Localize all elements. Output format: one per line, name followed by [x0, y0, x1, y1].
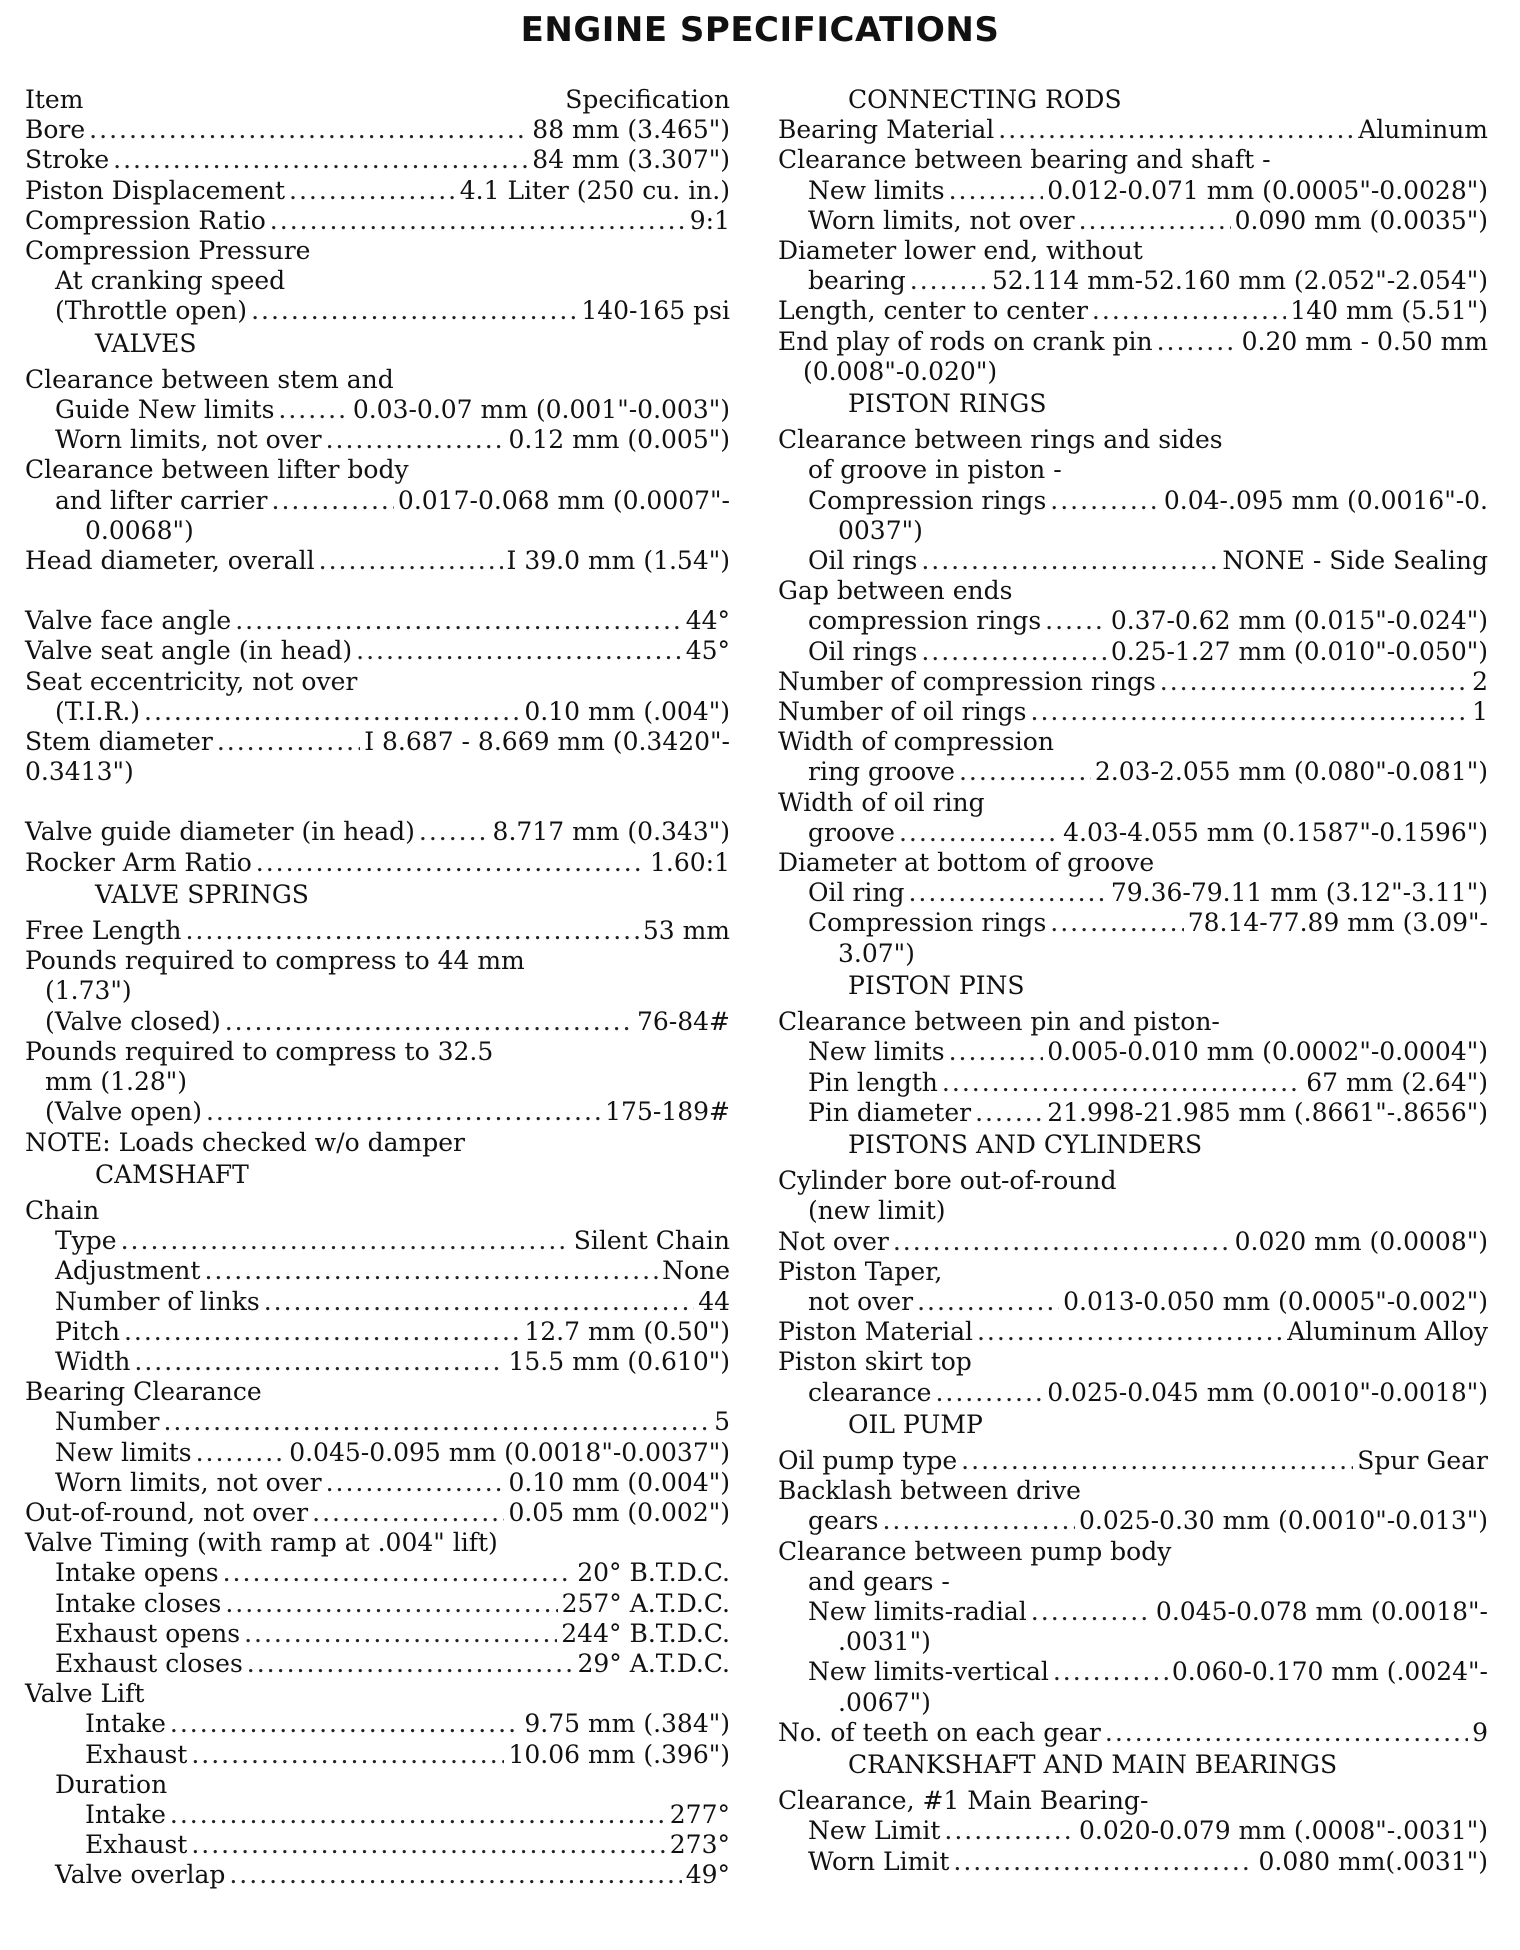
spec-row — [778, 1287, 1488, 1317]
spec-label: Exhaust opens — [55, 1618, 241, 1648]
section-heading-valve-springs: VALVE SPRINGS — [95, 879, 309, 909]
spec-row — [778, 1068, 1488, 1098]
spec-text: Bearing Clearance — [25, 1377, 262, 1407]
spec-label: Intake closes — [55, 1588, 222, 1618]
spec-value: 10.06 mm (.396") — [508, 1739, 730, 1769]
spec-value: 140 mm (5.51") — [1290, 296, 1488, 326]
spec-label: Worn limits, not over — [55, 425, 322, 455]
spec-label: Oil rings — [808, 636, 918, 666]
spec-value: 78.14-77.89 mm (3.09"- — [1187, 908, 1488, 938]
spec-row — [778, 176, 1488, 206]
spec-row — [778, 1506, 1488, 1536]
spec-label: Pin length — [808, 1067, 938, 1097]
spec-row — [25, 425, 730, 455]
spec-row — [778, 1816, 1488, 1846]
spec-text: Backlash between drive — [778, 1476, 1081, 1506]
spec-label: Bearing Material — [778, 115, 995, 145]
spec-value: I 8.687 - 8.669 mm (0.3420"- — [364, 727, 730, 757]
spec-label: Length, center to center — [778, 296, 1088, 326]
spec-text: Chain — [25, 1195, 100, 1225]
spec-label: Intake opens — [55, 1558, 219, 1588]
spec-label: groove — [808, 817, 895, 847]
spec-label: No. of teeth on each gear — [778, 1717, 1101, 1747]
spec-row — [778, 1847, 1488, 1877]
spec-value: Spur Gear — [1357, 1445, 1488, 1475]
spec-label: Stem diameter — [25, 727, 213, 757]
spec-label: Compression rings — [808, 485, 1047, 515]
spec-row — [25, 1468, 730, 1498]
spec-value: 9:1 — [689, 205, 730, 235]
spec-value: 277° — [669, 1799, 730, 1829]
spec-row — [778, 1037, 1488, 1067]
spec-row — [25, 1407, 730, 1437]
spec-row-stroke — [25, 145, 730, 175]
spec-label: Rocker Arm Ratio — [25, 847, 252, 877]
spec-row — [25, 1317, 730, 1347]
spec-row — [778, 296, 1488, 326]
spec-row — [778, 1657, 1488, 1687]
spec-text: Piston skirt top — [778, 1347, 972, 1377]
section-heading-piston-rings: PISTON RINGS — [848, 389, 1047, 419]
spec-label: Worn limits, not over — [55, 1467, 322, 1497]
spec-row — [778, 1446, 1488, 1476]
spec-label: and lifter carrier — [55, 485, 268, 515]
spec-label: Oil rings — [808, 546, 918, 576]
spec-value: 0.013-0.050 mm (0.0005"-0.002") — [1063, 1286, 1488, 1316]
spec-label: Oil ring — [808, 878, 905, 908]
spec-row — [778, 818, 1488, 848]
spec-text: Valve Timing (with ramp at .004" lift) — [25, 1528, 498, 1558]
spec-value: 0.020 mm (0.0008") — [1234, 1226, 1488, 1256]
spec-text: Clearance between pin and piston- — [778, 1007, 1220, 1037]
item-header: Item — [25, 85, 84, 114]
spec-text: Valve Lift — [25, 1679, 145, 1709]
spec-row — [778, 546, 1488, 576]
spec-label: New limits — [55, 1437, 192, 1467]
spec-value: 0.025-0.30 mm (0.0010"-0.013") — [1079, 1506, 1488, 1536]
spec-value: 84 mm (3.307") — [532, 145, 730, 175]
spec-value: 49° — [685, 1860, 730, 1890]
spec-row — [778, 667, 1488, 697]
spec-row — [778, 1597, 1488, 1627]
spec-label: Number of oil rings — [778, 697, 1027, 727]
spec-value: 67 mm (2.64") — [1306, 1067, 1488, 1097]
spec-text: (1.73") — [45, 976, 132, 1006]
spec-label: not over — [808, 1286, 914, 1316]
spec-label: Number — [55, 1407, 160, 1437]
spec-value: 15.5 mm (0.610") — [508, 1346, 730, 1376]
spec-label: Exhaust closes — [55, 1648, 243, 1678]
page-title: ENGINE SPECIFICATIONS — [520, 10, 1000, 50]
spec-value: 0.20 mm - 0.50 mm — [1241, 326, 1488, 356]
spec-row — [778, 757, 1488, 787]
spec-row — [25, 1287, 730, 1317]
spec-value: 9 — [1472, 1717, 1488, 1747]
spec-text: Diameter at bottom of groove — [778, 848, 1155, 878]
left-column — [25, 85, 730, 1891]
spec-label: (T.I.R.) — [55, 696, 141, 726]
spec-value: 52.114 mm-52.160 mm (2.052"-2.054") — [991, 266, 1488, 296]
spec-text: 3.07") — [838, 938, 915, 968]
spec-label: bearing — [808, 266, 906, 296]
spec-row — [25, 1558, 730, 1588]
spec-row — [25, 1619, 730, 1649]
section-heading-pistons-cylinders: PISTONS AND CYLINDERS — [848, 1129, 1203, 1159]
spec-row — [778, 1098, 1488, 1128]
spec-row — [778, 606, 1488, 636]
spec-text: Clearance between pump body — [778, 1536, 1172, 1566]
spec-text: .0067") — [838, 1687, 931, 1717]
spec-value: Silent Chain — [573, 1226, 730, 1256]
spec-value: 44 — [698, 1286, 730, 1316]
spec-text: 0.0068") — [85, 515, 194, 545]
spec-row — [778, 115, 1488, 145]
spec-label: Valve guide diameter (in head) — [25, 817, 415, 847]
spec-text: Pounds required to compress to 32.5 — [25, 1036, 494, 1066]
spec-label: ring groove — [808, 757, 955, 787]
spec-label: End play of rods on crank pin — [778, 326, 1153, 356]
spec-row — [25, 1830, 730, 1860]
spec-value: 0.05 mm (0.002") — [508, 1497, 730, 1527]
spec-label: Free Length — [25, 916, 182, 946]
column-header — [25, 85, 730, 115]
spec-value: 0.005-0.010 mm (0.0002"-0.0004") — [1047, 1037, 1488, 1067]
spec-value: None — [662, 1256, 730, 1286]
spec-text: Width of compression — [778, 727, 1054, 757]
spec-row — [778, 206, 1488, 236]
spec-value: 5 — [714, 1407, 730, 1437]
spec-label: Piston Material — [778, 1317, 973, 1347]
spec-value: 0.045-0.078 mm (0.0018"- — [1155, 1596, 1488, 1626]
spec-row — [25, 606, 730, 636]
spec-value: 140-165 psi — [581, 296, 730, 326]
spec-text: (new limit) — [808, 1196, 946, 1226]
spec-text: Width of oil ring — [778, 787, 985, 817]
spec-label: New Limit — [808, 1816, 941, 1846]
spec-label: Exhaust — [85, 1739, 188, 1769]
spec-label: Bore — [25, 115, 86, 145]
spec-text: At cranking speed — [55, 266, 286, 296]
spec-label: Not over — [778, 1226, 889, 1256]
spec-text: and gears - — [808, 1566, 950, 1596]
spec-row — [25, 1709, 730, 1739]
spec-value: 44° — [685, 606, 730, 636]
spec-value: 257° A.T.D.C. — [561, 1588, 730, 1618]
spec-label: Piston Displacement — [25, 175, 286, 205]
spec-value: 53 mm — [642, 916, 730, 946]
spec-row — [25, 727, 730, 757]
spec-value: 1.60:1 — [650, 847, 730, 877]
spec-label: Exhaust — [85, 1830, 188, 1860]
spec-text: Compression Pressure — [25, 236, 311, 266]
spec-value: 12.7 mm (0.50") — [524, 1316, 730, 1346]
spec-label: Pitch — [55, 1316, 120, 1346]
spec-value: 76-84# — [636, 1006, 730, 1036]
spec-row — [778, 1378, 1488, 1408]
section-heading-valves: VALVES — [95, 328, 197, 358]
spec-row — [778, 637, 1488, 667]
section-heading-piston-pins: PISTON PINS — [848, 970, 1025, 1000]
spec-label: Number of links — [55, 1286, 260, 1316]
spec-text: mm (1.28") — [45, 1067, 188, 1097]
spec-label: New limits — [808, 1037, 945, 1067]
spec-value: 244° B.T.D.C. — [561, 1618, 730, 1648]
spec-text: (0.008"-0.020") — [803, 356, 998, 386]
spec-row-compression-ratio — [25, 206, 730, 236]
spec-row-displacement — [25, 176, 730, 206]
spec-row — [25, 916, 730, 946]
spec-value: 273° — [669, 1830, 730, 1860]
spec-value: 21.998-21.985 mm (.8661"-.8656") — [1047, 1097, 1488, 1127]
spec-text: Clearance between bearing and shaft - — [778, 145, 1271, 175]
spec-value: 88 mm (3.465") — [532, 115, 730, 145]
spec-row — [25, 546, 730, 576]
spec-row — [25, 1800, 730, 1830]
spec-label: Width — [55, 1346, 131, 1376]
spec-label: Valve face angle — [25, 606, 232, 636]
spec-value: 29° A.T.D.C. — [577, 1648, 730, 1678]
spec-text: Diameter lower end, without — [778, 236, 1143, 266]
spec-value: 0.37-0.62 mm (0.015"-0.024") — [1110, 606, 1488, 636]
spec-row — [778, 1317, 1488, 1347]
spec-label: Compression Ratio — [25, 205, 266, 235]
spec-text: 0037") — [838, 515, 923, 545]
spec-value: 79.36-79.11 mm (3.12"-3.11") — [1110, 878, 1488, 908]
spec-value: 0.12 mm (0.005") — [508, 425, 730, 455]
spec-value: 0.012-0.071 mm (0.0005"-0.0028") — [1047, 175, 1488, 205]
spec-label: New limits-vertical — [808, 1657, 1049, 1687]
spec-text: .0031") — [838, 1627, 931, 1657]
spec-label: Oil pump type — [778, 1445, 958, 1475]
spec-text: Pounds required to compress to 44 mm — [25, 946, 525, 976]
spec-label: Adjustment — [55, 1256, 201, 1286]
spec-label: (Valve closed) — [45, 1006, 221, 1036]
spec-row — [25, 1649, 730, 1679]
spec-row — [25, 1097, 730, 1127]
spec-value: 0.017-0.068 mm (0.0007"- — [397, 485, 730, 515]
spec-label: Valve seat angle (in head) — [25, 636, 353, 666]
spec-row — [778, 327, 1488, 357]
right-column — [778, 85, 1488, 1877]
spec-label: Guide New limits — [55, 395, 275, 425]
spec-value: 2.03-2.055 mm (0.080"-0.081") — [1094, 757, 1488, 787]
spec-row — [778, 266, 1488, 296]
spec-value: 9.75 mm (.384") — [524, 1709, 730, 1739]
spec-row — [25, 486, 730, 516]
spec-label: Compression rings — [808, 908, 1047, 938]
spec-row — [25, 395, 730, 425]
spec-row — [778, 1227, 1488, 1257]
spec-value: 0.090 mm (0.0035") — [1234, 205, 1488, 235]
spec-value: 0.04-.095 mm (0.0016"-0. — [1163, 485, 1488, 515]
spec-value: Aluminum — [1358, 115, 1488, 145]
spec-text: Gap between ends — [778, 576, 1013, 606]
spec-value: 0.25-1.27 mm (0.010"-0.050") — [1110, 636, 1488, 666]
spec-row — [25, 1347, 730, 1377]
spec-value: 0.020-0.079 mm (.0008"-.0031") — [1079, 1816, 1488, 1846]
spec-label: New limits — [808, 175, 945, 205]
spec-value: 0.060-0.170 mm (.0024"- — [1171, 1657, 1488, 1687]
spec-text: 0.3413") — [25, 757, 134, 787]
spec-row-bore — [25, 115, 730, 145]
spec-label: compression rings — [808, 606, 1042, 636]
section-heading-camshaft: CAMSHAFT — [95, 1159, 249, 1189]
spec-row — [25, 1740, 730, 1770]
spec-value: 45° — [685, 636, 730, 666]
spec-text: Clearance between stem and — [25, 364, 394, 394]
spec-row-compression-pressure — [25, 296, 730, 326]
spec-label: Number of compression rings — [778, 666, 1156, 696]
spec-value: 0.10 mm (.004") — [524, 696, 730, 726]
section-heading-crankshaft: CRANKSHAFT AND MAIN BEARINGS — [848, 1749, 1338, 1779]
spec-value: 4.1 Liter (250 cu. in.) — [459, 175, 730, 205]
spec-row — [25, 1860, 730, 1890]
spec-label: Worn limits, not over — [808, 205, 1075, 235]
spec-note: NOTE: Loads checked w/o damper — [25, 1127, 465, 1157]
spec-label: New limits-radial — [808, 1596, 1027, 1626]
spec-label: clearance — [808, 1377, 932, 1407]
spec-label: Worn Limit — [808, 1846, 950, 1876]
spec-label: (Throttle open) — [55, 296, 248, 326]
spec-value: I 39.0 mm (1.54") — [506, 546, 730, 576]
spec-value: NONE - Side Sealing — [1222, 546, 1488, 576]
spec-value: 0.025-0.045 mm (0.0010"-0.0018") — [1047, 1377, 1488, 1407]
spec-row — [25, 1589, 730, 1619]
spec-header: Specification — [565, 85, 730, 114]
spec-value: 0.080 mm(.0031") — [1258, 1846, 1488, 1876]
spec-label: Valve overlap — [55, 1860, 226, 1890]
spec-value: 4.03-4.055 mm (0.1587"-0.1596") — [1063, 817, 1488, 847]
spec-text: Clearance, #1 Main Bearing- — [778, 1786, 1149, 1816]
section-heading-oil-pump: OIL PUMP — [848, 1409, 983, 1439]
spec-label: Out-of-round, not over — [25, 1497, 309, 1527]
spec-label: Stroke — [25, 145, 110, 175]
spec-text: Clearance between rings and sides — [778, 425, 1223, 455]
spec-value: Aluminum Alloy — [1287, 1317, 1488, 1347]
spec-label: Intake — [85, 1799, 166, 1829]
spec-text: Seat eccentricity, not over — [25, 666, 358, 696]
spec-value: 0.045-0.095 mm (0.0018"-0.0037") — [289, 1437, 730, 1467]
spec-row — [778, 878, 1488, 908]
spec-row — [778, 1718, 1488, 1748]
spec-text: Duration — [55, 1769, 168, 1799]
spec-row — [778, 486, 1488, 516]
spec-label: gears — [808, 1506, 879, 1536]
spec-value: 2 — [1472, 666, 1488, 696]
spec-row — [25, 636, 730, 666]
spec-text: Piston Taper, — [778, 1256, 943, 1286]
spec-row — [25, 848, 730, 878]
spec-label: Intake — [85, 1709, 166, 1739]
spec-text: of groove in piston - — [808, 455, 1062, 485]
spec-row — [25, 1498, 730, 1528]
spec-text: Clearance between lifter body — [25, 455, 409, 485]
section-heading-connecting-rods: CONNECTING RODS — [848, 85, 1122, 114]
spec-row — [778, 908, 1488, 938]
spec-row — [25, 1438, 730, 1468]
spec-value: 8.717 mm (0.343") — [492, 817, 730, 847]
spec-value: 1 — [1472, 697, 1488, 727]
spec-value: 175-189# — [605, 1097, 730, 1127]
spec-row — [25, 1007, 730, 1037]
spec-label: Pin diameter — [808, 1097, 972, 1127]
spec-row — [25, 697, 730, 727]
spec-value: 0.10 mm (0.004") — [508, 1467, 730, 1497]
spec-value: 20° B.T.D.C. — [577, 1558, 730, 1588]
spec-label: (Valve open) — [45, 1097, 202, 1127]
spec-text: Cylinder bore out-of-round — [778, 1166, 1117, 1196]
spec-label: Head diameter, overall — [25, 546, 315, 576]
spec-label: Type — [55, 1226, 117, 1256]
spec-row — [25, 1256, 730, 1286]
spec-row — [25, 817, 730, 847]
spec-row — [25, 1226, 730, 1256]
spec-row — [778, 697, 1488, 727]
spec-value: 0.03-0.07 mm (0.001"-0.003") — [352, 395, 730, 425]
